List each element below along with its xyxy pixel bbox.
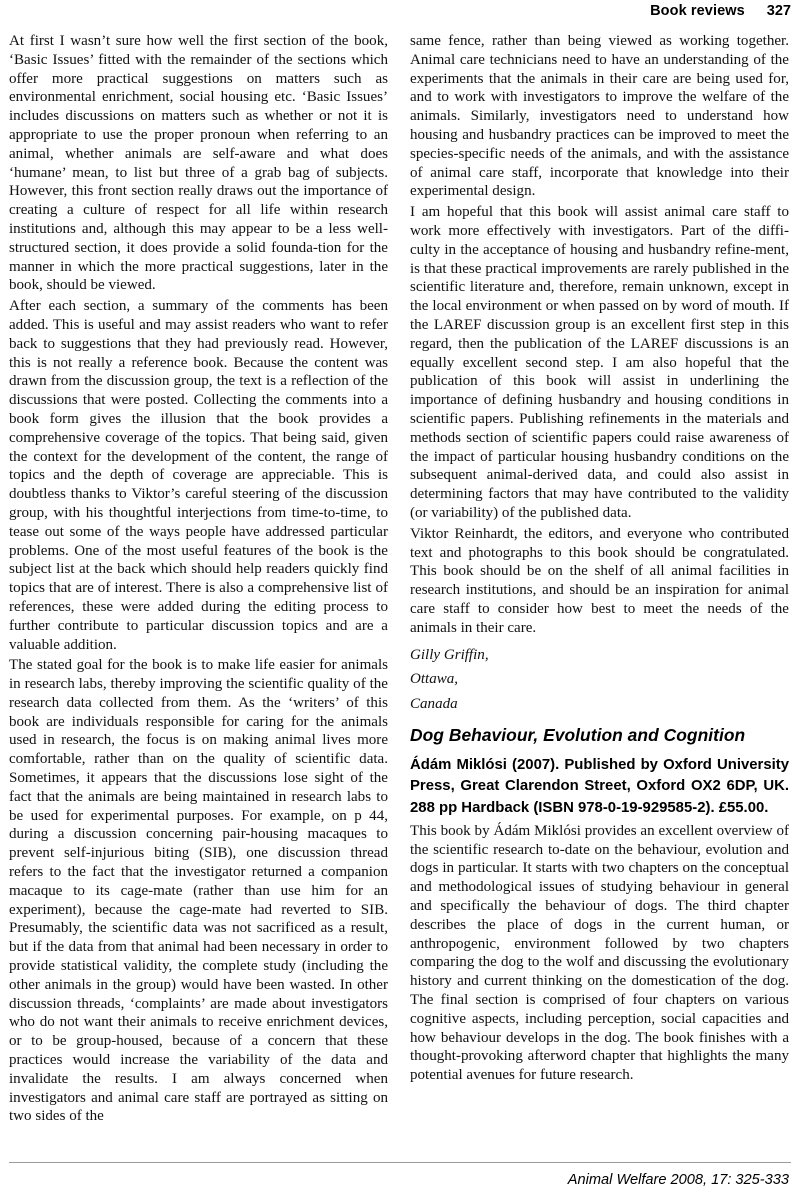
two-column-body [9, 32, 791, 1140]
footer-divider [9, 1162, 791, 1163]
reviewer-city: Ottawa, [410, 671, 459, 687]
book-review-title: Dog Behaviour, Evolution and Cognition [410, 725, 746, 745]
book-citation: Ádám Miklósi (2007). Published by Oxford University Press, Great Clarendon Street, Oxford OX2 6DP, UK. 288 pp Hardback (ISBN 978-0-19-929585-2). £55.00. [410, 757, 789, 816]
paragraph: At first I wasn’t sure how well the first section of the book, ‘Basic Issues’ fitted with the remainder of the sections which offer more practical suggestions on matters such as environmental enrichment, social housing etc. ‘Basic Issues’ includes discussions on matters such as whether or not it is appropriate to use the proper pronoun when referring to an animal, whether animals are self-aware and what does ‘humane’ mean, to list but three of a grab bag of subjects. However, this front section really draws out the importance of creating a culture of respect for all life within research institutions and, although this may appear to be a less well-structured section, it does provide a solid founda-tion for the manner in which the more practical suggestions, later in the book, should be viewed. [9, 33, 388, 294]
paragraph: The stated goal for the book is to make life easier for animals in research labs, thereby improving the scientific quality of the research data collected from them. As the ‘writers’ of this book are individuals responsible for caring for the animals used in research, the focus is on making animal lives more comfortable, rather than on the quality of scientific data. Sometimes, it appears that the discussions lose sight of the fact that the animals are being maintained in research labs to be used for experimental purposes. For example, on p 44, during a discussion concerning pair-housing macaques to prevent self-injurious biting (SIB), one discussion thread refers to the fact that the investigator returned a companion macaque to its cage-mate (rather than use him for an experiment), because the cage-mate had reverted to SIB. Presumably, the scientific data was not sacrificed as a result, but if the data from that animal had been necessary in order to provide statistical validity, the complete study (including the other animals in the group) would have been wasted. In other discussion threads, ‘complaints’ are made about investigators who do not want their animals to receive enrichment devices, or to be group-housed, because of a concern that these practices would increase the variability of the data and invalidate the results. I am always concerned when investigators and animal care staff are portrayed as sitting on two sides of the [9, 657, 388, 1125]
paragraph: This book by Ádám Miklósi provides an excellent overview of the scientific research to-date on the behaviour, evolution and dogs in particular. It starts with two chapters on the conceptual and methodological issues of studying behaviour in general and specifically the behaviour of dogs. The third chapter describes the place of dogs in the current human, or anthropogenic, environment followed by two chapters comparing the dog to the wolf and discussing the evolutionary history and current thinking on the domestication of the dog. The final section is comprised of four chapters on various cognitive aspects, including perception, social capacities and how behaviour develops in the dog. The book finishes with a thought-provoking afterword chapter that highlights the many potential avenues for future research. [410, 822, 789, 1084]
page-footer [9, 1162, 791, 1188]
running-head [9, 0, 791, 32]
journal-reference: Animal Welfare 2008, 17: 325-333 [567, 1172, 789, 1188]
running-head-title: Book reviews [650, 3, 745, 19]
reviewer-signature [410, 643, 789, 717]
paragraph: Viktor Reinhardt, the editors, and everyone who contributed text and photographs to this book should be congratulated. This book should be on the shelf of all animal facilities in research institutions, and should be an inspiration for animal care staff to consider how best to meet the needs of the animals in their care. [410, 525, 789, 636]
paragraph: I am hopeful that this book will assist animal care staff to work more effectively with investigators. Part of the diffi-culty in the acceptance of housing and husbandry refine-ment, is that these practical improvements are rarely published in the scientific literature and, therefore, remain unknown, except in the local environment or when passed on by word of mouth. If the LAREF discussion group is an excellent first step in this regard, then the publication of the LAREF discussions is an equally excellent second step. I am also hopeful that the publication of this book will assist in underlining the importance of defining husbandry and housing conditions in scientific papers. Publishing refinements in the materials and methods section of scientific papers could raise awareness of the impact of particular housing husbandry conditions on the subsequent animal-derived data, and could also assist in determining factors that may have contributed to the validity (or variability) of the published data. [410, 204, 789, 521]
reviewer-country: Canada [410, 695, 458, 712]
paragraph: same fence, rather than being viewed as working together. Animal care technicians need to have an understanding of the experiments that the animals in their care are being used for, and to work with investigators to improve the welfare of the animals. Similarly, investigators need to understand how housing and husbandry practices can be improved to meet the species-specific needs of the animals, and with the assistance of animal care staff, incorporate that knowledge into their experimental design. [410, 33, 789, 200]
page-number: 327 [766, 3, 791, 19]
left-column [9, 32, 388, 1126]
reviewer-name: Gilly Griffin, [410, 646, 489, 663]
paragraph: After each section, a summary of the comments has been added. This is useful and may assist readers who want to refer back to suggestions that they had previously read. However, this is not really a reference book. Because the content was drawn from the discussion group, the text is a reflection of the discussions that were posted. Collecting the comments into a book form gives the illusion that the book provides a comprehensive coverage of the topics. That being said, given the context for the development of the content, the range of topics and the depth of coverage are appreciable. This is doubtless thanks to Viktor’s careful steering of the discussion group, with his thoughtful interjections from time-to-time, to tease out some of the ways people have addressed particular problems. One of the most useful features of the book is the subject list at the back which should help readers quickly find topics that are of interest. There is also a comprehensive list of references, these were added during the editing process to further contribute to particular discussion topics and are a valuable addition. [9, 298, 388, 653]
right-column [410, 32, 789, 1085]
